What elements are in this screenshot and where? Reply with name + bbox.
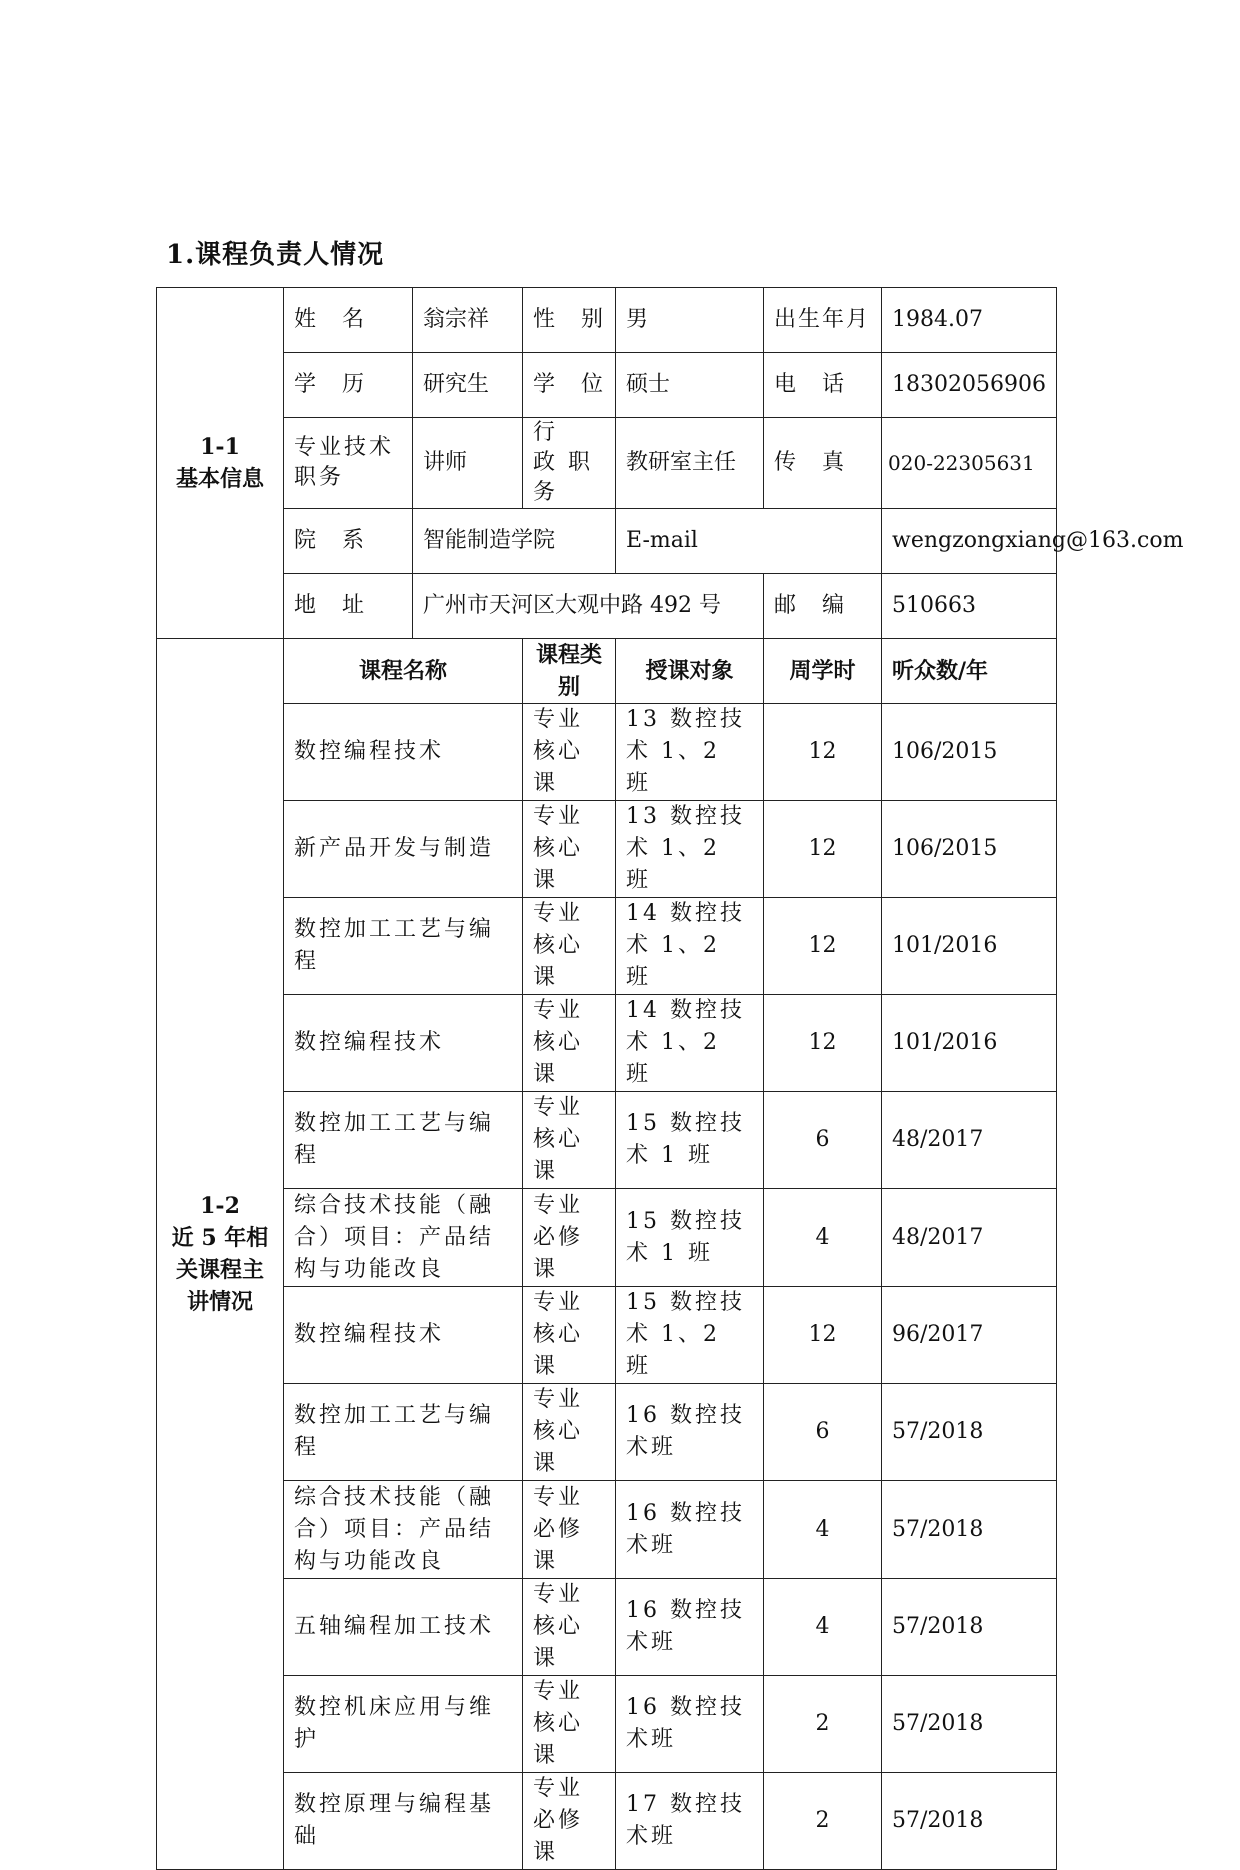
section-basic-label: 基本信息 xyxy=(175,466,264,492)
course-name: 五轴编程加工技术 xyxy=(284,1579,523,1676)
course-audience: 57/2018 xyxy=(882,1384,1057,1481)
addr-value: 广州市天河区大观中路 492 号 xyxy=(413,574,764,639)
course-audience: 57/2018 xyxy=(882,1481,1057,1579)
course-name: 数控编程技术 xyxy=(284,704,523,801)
course-name: 数控机床应用与维护 xyxy=(284,1676,523,1773)
section-courses-code: 1-2 xyxy=(200,1193,240,1219)
course-target: 16 数控技术班 xyxy=(616,1676,764,1773)
course-target: 14 数控技术 1、2 班 xyxy=(616,995,764,1092)
title-value: 讲师 xyxy=(413,418,523,509)
course-type: 专业必修课 xyxy=(523,1189,616,1287)
course-type: 专业必修课 xyxy=(523,1481,616,1579)
course-type: 专业核心课 xyxy=(523,1579,616,1676)
course-row xyxy=(157,898,1057,995)
course-row xyxy=(157,1481,1057,1579)
course-row xyxy=(157,704,1057,801)
course-hours: 12 xyxy=(764,898,882,995)
basic-row-4 xyxy=(157,509,1057,574)
course-audience: 106/2015 xyxy=(882,704,1057,801)
dept-label: 院 系 xyxy=(284,509,413,574)
course-target: 13 数控技术 1、2 班 xyxy=(616,704,764,801)
degree-label: 学 位 xyxy=(523,353,616,418)
header-hours: 周学时 xyxy=(764,639,882,704)
course-name: 数控原理与编程基础 xyxy=(284,1773,523,1870)
zip-value: 510663 xyxy=(882,574,1057,639)
course-row xyxy=(157,1676,1057,1773)
admin-label: 行 政 职 务 xyxy=(523,418,616,509)
course-type: 专业必修课 xyxy=(523,1773,616,1870)
email-value: wengzongxiang@163.com xyxy=(882,509,1057,574)
course-audience: 57/2018 xyxy=(882,1773,1057,1870)
title-label: 专业技术职务 xyxy=(284,418,413,509)
course-target: 17 数控技术班 xyxy=(616,1773,764,1870)
course-name: 综合技术技能（融合）项目：产品结构与功能改良 xyxy=(284,1189,523,1287)
header-course-name: 课程名称 xyxy=(284,639,523,704)
fax-label: 传 真 xyxy=(764,418,882,509)
course-row xyxy=(157,1773,1057,1870)
addr-label: 地 址 xyxy=(284,574,413,639)
edu-label: 学 历 xyxy=(284,353,413,418)
phone-label: 电 话 xyxy=(764,353,882,418)
course-type: 专业核心课 xyxy=(523,1676,616,1773)
course-type: 专业核心课 xyxy=(523,1092,616,1189)
course-type: 专业核心课 xyxy=(523,898,616,995)
zip-label: 邮 编 xyxy=(764,574,882,639)
course-hours: 4 xyxy=(764,1579,882,1676)
course-row xyxy=(157,1189,1057,1287)
section-basic-info xyxy=(157,288,284,639)
name-label: 姓 名 xyxy=(284,288,413,353)
gender-value: 男 xyxy=(616,288,764,353)
course-row xyxy=(157,1384,1057,1481)
course-type: 专业核心课 xyxy=(523,1384,616,1481)
course-name: 数控加工工艺与编程 xyxy=(284,898,523,995)
section-courses xyxy=(157,639,284,1870)
basic-row-1 xyxy=(157,288,1057,353)
name-value: 翁宗祥 xyxy=(413,288,523,353)
email-label: E-mail xyxy=(616,509,882,574)
course-hours: 6 xyxy=(764,1092,882,1189)
course-type: 专业核心课 xyxy=(523,704,616,801)
course-type: 专业核心课 xyxy=(523,995,616,1092)
page-title: 1.课程负责人情况 xyxy=(166,240,385,270)
fax-value: 020-22305631 xyxy=(882,418,1057,509)
course-hours: 12 xyxy=(764,995,882,1092)
course-hours: 12 xyxy=(764,801,882,898)
header-target: 授课对象 xyxy=(616,639,764,704)
course-audience: 57/2018 xyxy=(882,1579,1057,1676)
course-hours: 12 xyxy=(764,1287,882,1384)
course-name: 数控编程技术 xyxy=(284,995,523,1092)
section-basic-code: 1-1 xyxy=(200,434,240,460)
course-row xyxy=(157,995,1057,1092)
course-header-row xyxy=(157,639,1057,704)
course-type: 专业核心课 xyxy=(523,1287,616,1384)
leader-info-table xyxy=(156,287,1184,1870)
phone-value: 18302056906 xyxy=(882,353,1057,418)
course-row xyxy=(157,1092,1057,1189)
course-row xyxy=(157,1287,1057,1384)
course-name: 综合技术技能（融合）项目：产品结构与功能改良 xyxy=(284,1481,523,1579)
course-name: 数控加工工艺与编程 xyxy=(284,1384,523,1481)
course-audience: 101/2016 xyxy=(882,898,1057,995)
header-audience: 听众数/年 xyxy=(882,639,1057,704)
course-hours: 4 xyxy=(764,1189,882,1287)
birth-value: 1984.07 xyxy=(882,288,1057,353)
course-audience: 57/2018 xyxy=(882,1676,1057,1773)
header-course-type: 课程类别 xyxy=(523,639,616,704)
basic-row-5 xyxy=(157,574,1057,639)
birth-label: 出生年月 xyxy=(764,288,882,353)
course-hours: 6 xyxy=(764,1384,882,1481)
course-audience: 106/2015 xyxy=(882,801,1057,898)
course-hours: 2 xyxy=(764,1773,882,1870)
dept-value: 智能制造学院 xyxy=(413,509,616,574)
course-name: 数控加工工艺与编程 xyxy=(284,1092,523,1189)
course-target: 15 数控技术 1 班 xyxy=(616,1092,764,1189)
course-target: 15 数控技术 1、2 班 xyxy=(616,1287,764,1384)
course-hours: 4 xyxy=(764,1481,882,1579)
section-courses-label: 近 5 年相关课程主讲情况 xyxy=(171,1225,269,1315)
course-target: 16 数控技术班 xyxy=(616,1579,764,1676)
course-audience: 48/2017 xyxy=(882,1189,1057,1287)
course-hours: 2 xyxy=(764,1676,882,1773)
course-audience: 48/2017 xyxy=(882,1092,1057,1189)
course-row xyxy=(157,801,1057,898)
course-target: 16 数控技术班 xyxy=(616,1384,764,1481)
edu-value: 研究生 xyxy=(413,353,523,418)
course-target: 14 数控技术 1、2 班 xyxy=(616,898,764,995)
course-name: 新产品开发与制造 xyxy=(284,801,523,898)
course-target: 16 数控技术班 xyxy=(616,1481,764,1579)
basic-row-3 xyxy=(157,418,1057,509)
gender-label: 性 别 xyxy=(523,288,616,353)
degree-value: 硕士 xyxy=(616,353,764,418)
basic-row-2 xyxy=(157,353,1057,418)
course-name: 数控编程技术 xyxy=(284,1287,523,1384)
course-type: 专业核心课 xyxy=(523,801,616,898)
admin-value: 教研室主任 xyxy=(616,418,764,509)
course-audience: 101/2016 xyxy=(882,995,1057,1092)
course-audience: 96/2017 xyxy=(882,1287,1057,1384)
course-target: 13 数控技术 1、2 班 xyxy=(616,801,764,898)
course-target: 15 数控技术 1 班 xyxy=(616,1189,764,1287)
course-hours: 12 xyxy=(764,704,882,801)
course-row xyxy=(157,1579,1057,1676)
